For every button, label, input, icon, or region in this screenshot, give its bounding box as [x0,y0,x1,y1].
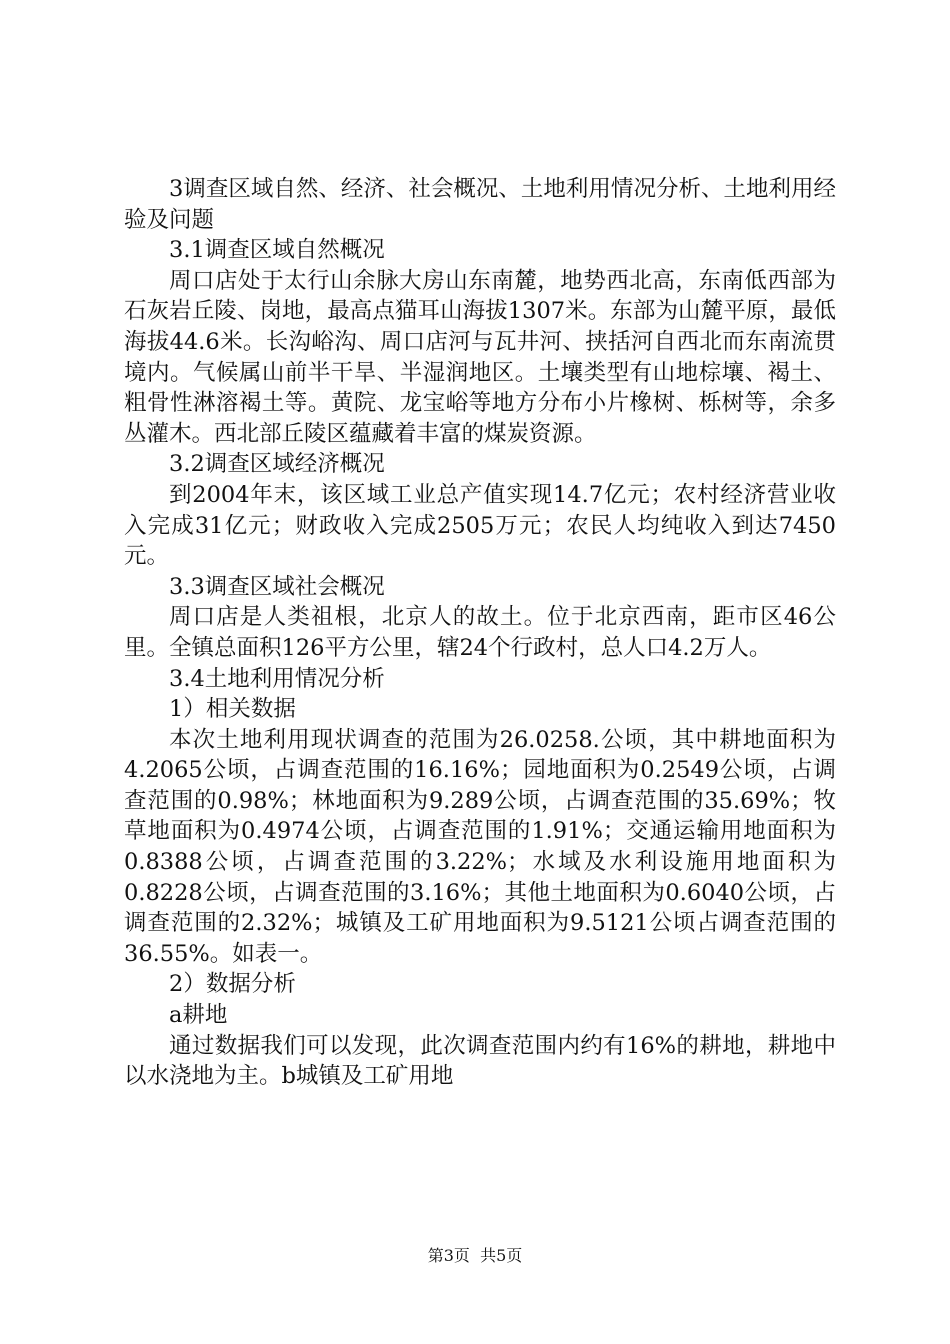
section-heading-3: 3调查区域自然、经济、社会概况、土地利用情况分析、土地利用经验及问题 [124,176,836,233]
page-number: 第3页 共5页 [427,1246,523,1265]
subheading-3-3: 3.3调查区域社会概况 [169,573,385,600]
subheading-3-4: 3.4土地利用情况分析 [169,665,385,692]
paragraph-economic-overview: 到2004年末，该区域工业总产值实现14.7亿元；农村经济营业收入完成31亿元；财政收入完成2505万元；农民人均纯收入到达7450元。 [124,481,836,570]
document-body [124,174,836,1092]
page-footer [0,1246,950,1266]
paragraph-cultivated-land-analysis: 通过数据我们可以发现，此次调查范围内约有16%的耕地，耕地中以水浇地为主。b城镇及工矿用地 [124,1032,836,1090]
paragraph-natural-overview: 周口店处于太行山余脉大房山东南麓，地势西北高，东南低西部为石灰岩丘陵、岗地，最高点猫耳山海拔1307米。东部为山麓平原，最低海拔44.6米。长沟峪沟、周口店河与瓦井河、挟括河自西北而东南流贯境内。气候属山前半干旱、半湿润地区。土壤类型有山地棕壤、褐土、粗骨性淋溶褐土等。黄院、龙宝峪等地方分布小片橡树、栎树等，余多丛灌木。西北部丘陵区蕴藏着丰富的煤炭资源。 [124,267,836,447]
list-heading-related-data: 1）相关数据 [169,696,296,723]
list-heading-data-analysis: 2）数据分析 [169,971,296,998]
subheading-3-2: 3.2调查区域经济概况 [169,451,385,478]
subheading-3-1: 3.1调查区域自然概况 [169,237,385,264]
item-heading-cultivated-land: a耕地 [169,1002,228,1029]
paragraph-land-use-data: 本次土地利用现状调查的范围为26.0258.公顷，其中耕地面积为4.2065公顷，占调查范围的16.16%；园地面积为0.2549公顷，占调查范围的0.98%；林地面积为9.289公顷，占调查范围的35.69%；牧草地面积为0.4974公顷，占调查范围的1.91%；交通运输用地面积为0.8388公顷，占调查范围的3.22%；水域及水利设施用地面积为0.8228公顷，占调查范围的3.16%；其他土地面积为0.6040公顷，占调查范围的2.32%；城镇及工矿用地面积为9.5121公顷占调查范围的36.55%。如表一。 [124,726,836,967]
paragraph-social-overview: 周口店是人类祖根，北京人的故土。位于北京西南，距市区46公里。全镇总面积126平方公里，辖24个行政村，总人口4.2万人。 [124,604,836,661]
